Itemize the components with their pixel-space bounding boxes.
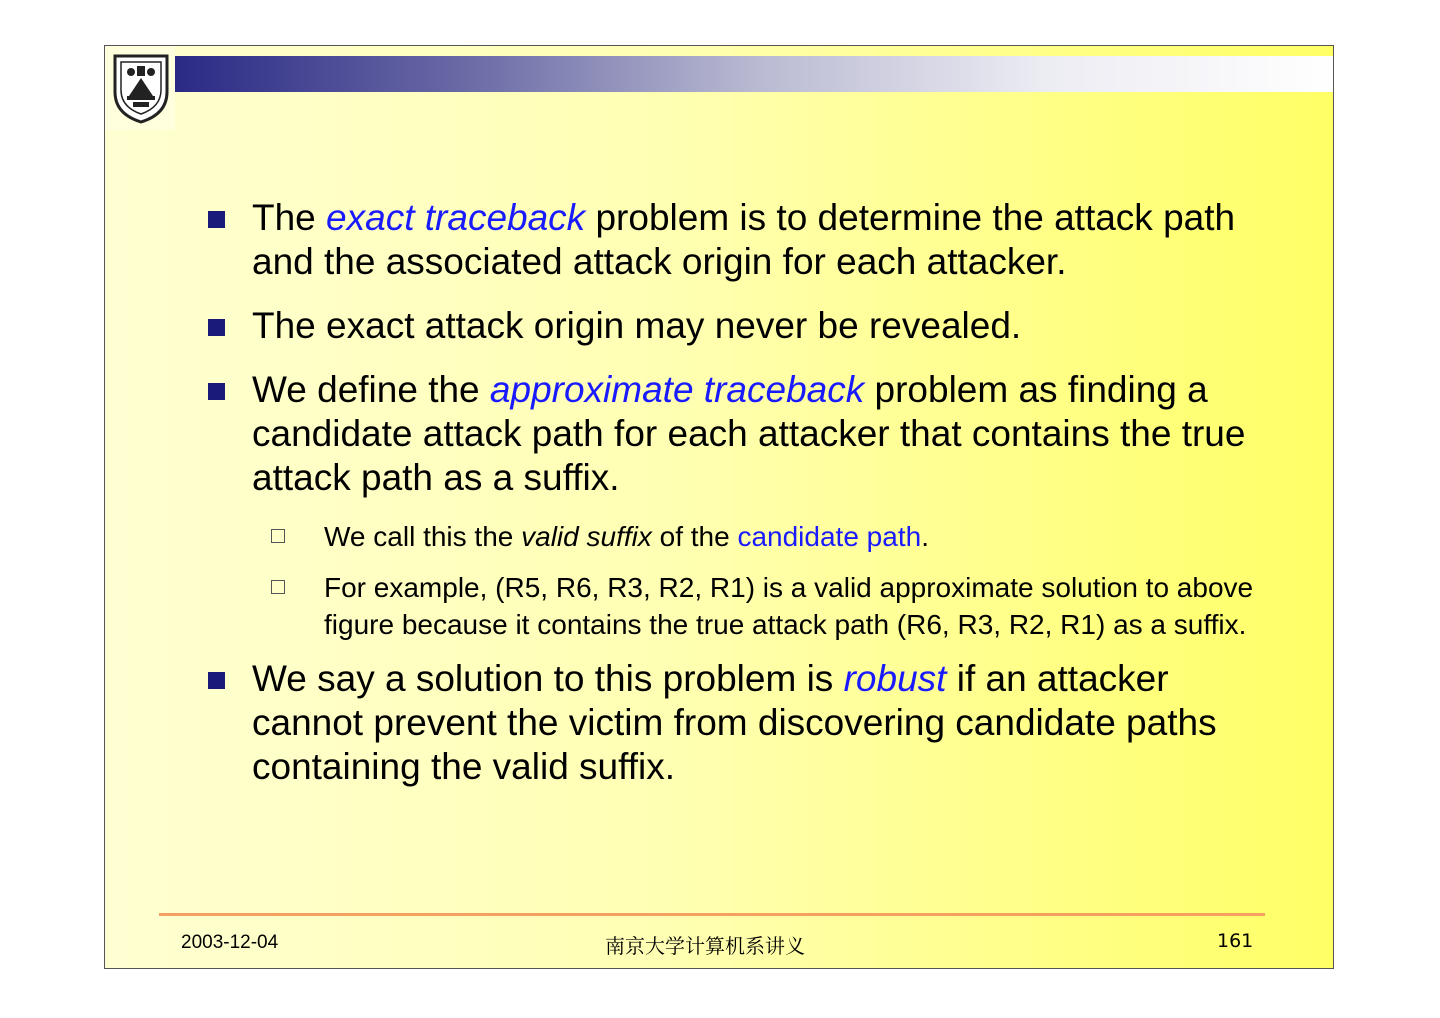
text-segment: . <box>921 521 929 552</box>
bullet-item <box>205 368 1285 500</box>
sub-bullet-item <box>205 569 1285 643</box>
slide-content <box>205 196 1285 809</box>
text-segment: The exact attack origin may never be revealed. <box>252 305 1022 346</box>
filled-square-bullet-icon <box>208 672 225 689</box>
university-seal-icon <box>111 52 171 124</box>
text-segment: We call this the <box>324 521 522 552</box>
text-segment: of the <box>651 521 738 552</box>
footer-date: 2003-12-04 <box>181 932 279 953</box>
text-segment: if an attacker cannot prevent the victim from discovering candidate paths containing the valid suffix. <box>252 658 1217 787</box>
text-segment: exact traceback <box>326 197 586 238</box>
text-segment: problem as finding a candidate attack path for each attacker that contains the true attack path as a suffix. <box>252 369 1246 498</box>
text-segment: The <box>252 197 327 238</box>
footer-rule <box>159 913 1265 916</box>
hollow-square-bullet-icon <box>271 529 285 543</box>
text-segment: candidate path <box>737 521 922 552</box>
text-segment: For example, (R5, R6, R3, R2, R1) is a valid approximate solution to above figure because it contains the true attack path (R6, R3, R2, R1) as a suffix. <box>324 572 1254 640</box>
text-segment: We say a solution to this problem is <box>252 658 844 699</box>
slide <box>104 45 1334 969</box>
page-number: 161 <box>1217 930 1254 952</box>
bullet-item <box>205 196 1285 284</box>
bullet-item <box>205 657 1285 789</box>
filled-square-bullet-icon <box>208 211 225 228</box>
logo-area <box>105 46 175 130</box>
text-segment: approximate traceback <box>489 369 865 410</box>
title-gradient-bar <box>175 56 1334 92</box>
filled-square-bullet-icon <box>208 383 225 400</box>
text-segment: valid suffix <box>521 521 652 552</box>
footer-course-title: 南京大学计算机系讲义 <box>605 934 805 958</box>
text-segment: robust <box>843 658 947 699</box>
hollow-square-bullet-icon <box>271 580 285 594</box>
text-segment: We define the <box>252 369 490 410</box>
bullet-item <box>205 304 1285 348</box>
filled-square-bullet-icon <box>208 319 225 336</box>
text-segment: problem is to determine the attack path and the associated attack origin for each attacker. <box>252 197 1236 282</box>
sub-bullet-item <box>205 518 1285 555</box>
